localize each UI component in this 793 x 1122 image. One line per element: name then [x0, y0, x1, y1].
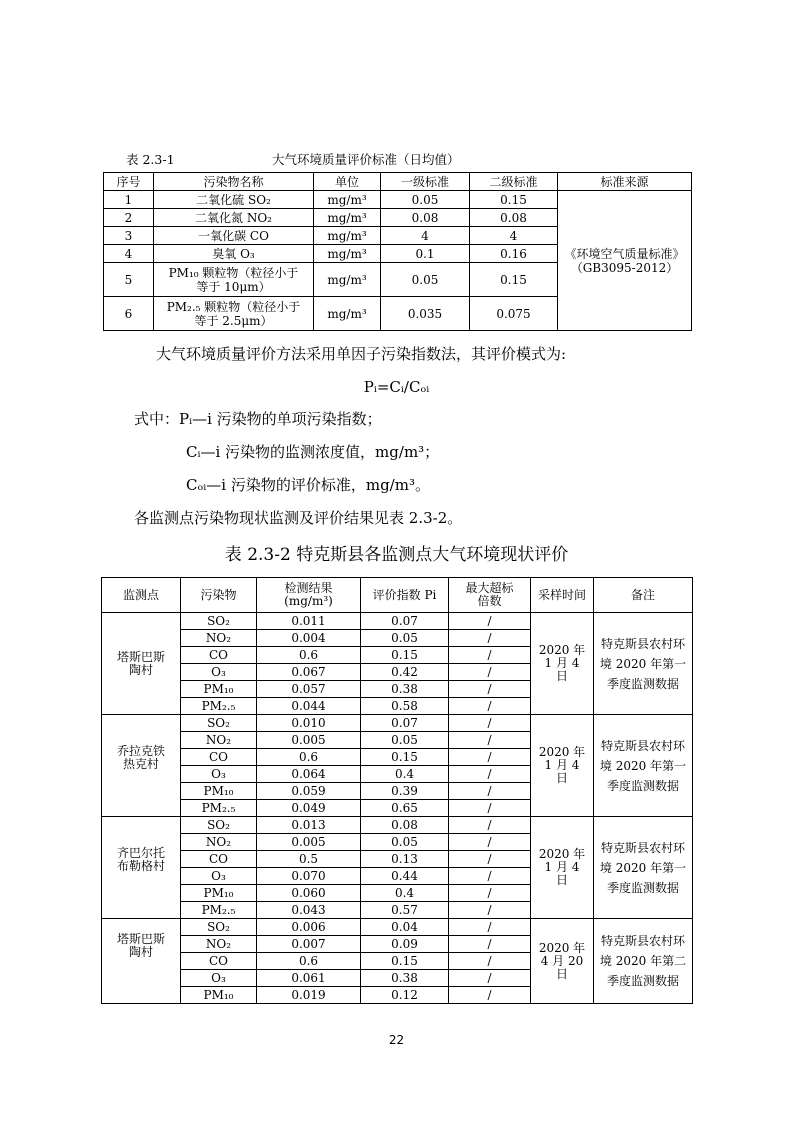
row-level1: 0.05 — [381, 263, 470, 297]
time-cell: 2020 年 1 月 4 日 — [531, 817, 594, 919]
pollutant-cell: PM₂.₅ — [181, 698, 257, 715]
formula-definition-c: Cᵢ—i 污染物的监测浓度值，mg/m³； — [186, 443, 440, 461]
row-no: 4 — [104, 245, 154, 263]
pollutant-cell: CO — [181, 953, 257, 970]
index-cell: 0.13 — [361, 851, 449, 868]
table-row — [102, 919, 693, 936]
row-name: PM₁₀ 颗粒物（粒径小于等于 10μm） — [154, 263, 314, 297]
formula-definition-coi: Cₒᵢ—i 污染物的评价标准，mg/m³。 — [186, 476, 430, 494]
site-cell: 乔拉克铁热克村 — [102, 715, 181, 817]
pollutant-cell: PM₂.₅ — [181, 800, 257, 817]
site-cell: 塔斯巴斯陶村 — [102, 919, 181, 1004]
time-cell: 2020 年 4 月 20 日 — [531, 919, 594, 1004]
max-exceed-cell: / — [449, 613, 531, 630]
table1-header-level1: 一级标准 — [381, 173, 470, 191]
table2-header-row — [102, 578, 693, 613]
max-exceed-cell: / — [449, 970, 531, 987]
result-cell: 0.006 — [257, 919, 361, 936]
row-level2: 0.16 — [470, 245, 558, 263]
formula-definition-p: 式中：Pᵢ—i 污染物的单项污染指数； — [134, 410, 382, 428]
note-cell: 特克斯县农村环境 2020 年第二季度监测数据 — [594, 919, 693, 1004]
index-cell: 0.05 — [361, 834, 449, 851]
max-exceed-cell: / — [449, 681, 531, 698]
pollutant-cell: NO₂ — [181, 630, 257, 647]
row-level2: 4 — [470, 227, 558, 245]
result-cell: 0.010 — [257, 715, 361, 732]
table1-number: 表 2.3-1 — [126, 152, 175, 167]
max-exceed-cell: / — [449, 834, 531, 851]
pollutant-cell: PM₁₀ — [181, 885, 257, 902]
result-cell: 0.013 — [257, 817, 361, 834]
pollutant-cell: NO₂ — [181, 732, 257, 749]
pollutant-cell: PM₁₀ — [181, 783, 257, 800]
row-no: 1 — [104, 191, 154, 209]
pollutant-cell: CO — [181, 647, 257, 664]
result-cell: 0.007 — [257, 936, 361, 953]
formula: Pᵢ=Cᵢ/Cₒᵢ — [363, 378, 430, 396]
row-no: 2 — [104, 209, 154, 227]
table-row — [102, 817, 693, 834]
index-cell: 0.09 — [361, 936, 449, 953]
index-cell: 0.15 — [361, 749, 449, 766]
index-cell: 0.12 — [361, 987, 449, 1004]
result-cell: 0.6 — [257, 953, 361, 970]
max-exceed-cell: / — [449, 885, 531, 902]
table2-header-pollutant: 污染物 — [181, 578, 257, 613]
row-level1: 0.05 — [381, 191, 470, 209]
table1-header-row — [104, 173, 692, 191]
row-name: 臭氧 O₃ — [154, 245, 314, 263]
index-cell: 0.15 — [361, 953, 449, 970]
standards-table — [103, 172, 692, 331]
index-cell: 0.38 — [361, 970, 449, 987]
table1-source: 《环境空气质量标准》（GB3095-2012） — [558, 191, 692, 331]
result-cell: 0.067 — [257, 664, 361, 681]
pollutant-cell: SO₂ — [181, 613, 257, 630]
row-level2: 0.08 — [470, 209, 558, 227]
index-cell: 0.44 — [361, 868, 449, 885]
result-cell: 0.6 — [257, 647, 361, 664]
result-cell: 0.059 — [257, 783, 361, 800]
index-cell: 0.05 — [361, 732, 449, 749]
result-cell: 0.011 — [257, 613, 361, 630]
index-cell: 0.4 — [361, 885, 449, 902]
max-exceed-cell: / — [449, 783, 531, 800]
result-cell: 0.6 — [257, 749, 361, 766]
result-cell: 0.004 — [257, 630, 361, 647]
row-unit: mg/m³ — [314, 227, 381, 245]
row-unit: mg/m³ — [314, 191, 381, 209]
pollutant-cell: O₃ — [181, 664, 257, 681]
table-row — [104, 191, 692, 209]
row-name: 一氧化碳 CO — [154, 227, 314, 245]
note-cell: 特克斯县农村环境 2020 年第一季度监测数据 — [594, 613, 693, 715]
max-exceed-cell: / — [449, 715, 531, 732]
table1-header-no: 序号 — [104, 173, 154, 191]
max-exceed-cell: / — [449, 664, 531, 681]
max-exceed-cell: / — [449, 817, 531, 834]
table2-header-result: 检测结果 (mg/m³) — [257, 578, 361, 613]
result-cell: 0.044 — [257, 698, 361, 715]
page-number: 22 — [388, 1033, 405, 1047]
pollutant-cell: SO₂ — [181, 919, 257, 936]
table1-caption — [126, 150, 676, 168]
site-cell: 齐巴尔托布勒格村 — [102, 817, 181, 919]
pollutant-cell: NO₂ — [181, 936, 257, 953]
index-cell: 0.57 — [361, 902, 449, 919]
row-unit: mg/m³ — [314, 263, 381, 297]
note-cell: 特克斯县农村环境 2020 年第一季度监测数据 — [594, 715, 693, 817]
table1-header-unit: 单位 — [314, 173, 381, 191]
pollutant-cell: CO — [181, 749, 257, 766]
index-cell: 0.04 — [361, 919, 449, 936]
table1-title: 大气环境质量评价标准（日均值） — [272, 152, 460, 167]
table1-header-level2: 二级标准 — [470, 173, 558, 191]
max-exceed-cell: / — [449, 630, 531, 647]
result-cell: 0.060 — [257, 885, 361, 902]
row-level2: 0.075 — [470, 297, 558, 331]
row-unit: mg/m³ — [314, 245, 381, 263]
pollutant-cell: SO₂ — [181, 817, 257, 834]
index-cell: 0.39 — [361, 783, 449, 800]
max-exceed-cell: / — [449, 749, 531, 766]
max-exceed-cell: / — [449, 902, 531, 919]
row-level1: 0.08 — [381, 209, 470, 227]
max-exceed-cell: / — [449, 698, 531, 715]
table1-header-source: 标准来源 — [558, 173, 692, 191]
result-cell: 0.061 — [257, 970, 361, 987]
row-level2: 0.15 — [470, 191, 558, 209]
max-exceed-cell: / — [449, 766, 531, 783]
index-cell: 0.38 — [361, 681, 449, 698]
row-name: 二氧化氮 NO₂ — [154, 209, 314, 227]
max-exceed-cell: / — [449, 868, 531, 885]
pollutant-cell: O₃ — [181, 970, 257, 987]
row-no: 5 — [104, 263, 154, 297]
index-cell: 0.65 — [361, 800, 449, 817]
row-level1: 0.1 — [381, 245, 470, 263]
table1-header-name: 污染物名称 — [154, 173, 314, 191]
index-cell: 0.15 — [361, 647, 449, 664]
row-level2: 0.15 — [470, 263, 558, 297]
pollutant-cell: CO — [181, 851, 257, 868]
pollutant-cell: NO₂ — [181, 834, 257, 851]
result-cell: 0.5 — [257, 851, 361, 868]
pollutant-cell: PM₁₀ — [181, 681, 257, 698]
index-cell: 0.58 — [361, 698, 449, 715]
result-cell: 0.070 — [257, 868, 361, 885]
method-paragraph: 大气环境质量评价方法采用单因子污染指数法，其评价模式为: — [156, 345, 567, 363]
table-row — [102, 613, 693, 630]
table-row — [102, 715, 693, 732]
index-cell: 0.42 — [361, 664, 449, 681]
row-no: 6 — [104, 297, 154, 331]
pollutant-cell: PM₂.₅ — [181, 902, 257, 919]
site-cell: 塔斯巴斯陶村 — [102, 613, 181, 715]
time-cell: 2020 年 1 月 4 日 — [531, 613, 594, 715]
index-cell: 0.07 — [361, 715, 449, 732]
result-cell: 0.057 — [257, 681, 361, 698]
row-no: 3 — [104, 227, 154, 245]
table2-header-max-exceed: 最大超标倍数 — [449, 578, 531, 613]
row-level1: 4 — [381, 227, 470, 245]
time-cell: 2020 年 1 月 4 日 — [531, 715, 594, 817]
max-exceed-cell: / — [449, 732, 531, 749]
index-cell: 0.4 — [361, 766, 449, 783]
pollutant-cell: SO₂ — [181, 715, 257, 732]
row-name: PM₂.₅ 颗粒物（粒径小于等于 2.5μm） — [154, 297, 314, 331]
pollutant-cell: O₃ — [181, 766, 257, 783]
result-cell: 0.005 — [257, 834, 361, 851]
index-cell: 0.08 — [361, 817, 449, 834]
max-exceed-cell: / — [449, 936, 531, 953]
max-exceed-cell: / — [449, 919, 531, 936]
row-unit: mg/m³ — [314, 209, 381, 227]
row-unit: mg/m³ — [314, 297, 381, 331]
index-cell: 0.07 — [361, 613, 449, 630]
table2-title: 表 2.3-2 特克斯县各监测点大气环境现状评价 — [224, 545, 569, 565]
max-exceed-cell: / — [449, 647, 531, 664]
result-cell: 0.043 — [257, 902, 361, 919]
monitoring-table — [101, 577, 693, 1004]
results-paragraph: 各监测点污染物现状监测及评价结果见表 2.3-2。 — [134, 509, 463, 527]
table2-header-time: 采样时间 — [531, 578, 594, 613]
pollutant-cell: PM₁₀ — [181, 987, 257, 1004]
result-cell: 0.019 — [257, 987, 361, 1004]
pollutant-cell: O₃ — [181, 868, 257, 885]
result-cell: 0.005 — [257, 732, 361, 749]
row-level1: 0.035 — [381, 297, 470, 331]
index-cell: 0.05 — [361, 630, 449, 647]
table2-header-index: 评价指数 Pi — [361, 578, 449, 613]
max-exceed-cell: / — [449, 800, 531, 817]
max-exceed-cell: / — [449, 987, 531, 1004]
max-exceed-cell: / — [449, 851, 531, 868]
table2-header-note: 备注 — [594, 578, 693, 613]
max-exceed-cell: / — [449, 953, 531, 970]
note-cell: 特克斯县农村环境 2020 年第一季度监测数据 — [594, 817, 693, 919]
table2-header-site: 监测点 — [102, 578, 181, 613]
result-cell: 0.064 — [257, 766, 361, 783]
result-cell: 0.049 — [257, 800, 361, 817]
row-name: 二氧化硫 SO₂ — [154, 191, 314, 209]
